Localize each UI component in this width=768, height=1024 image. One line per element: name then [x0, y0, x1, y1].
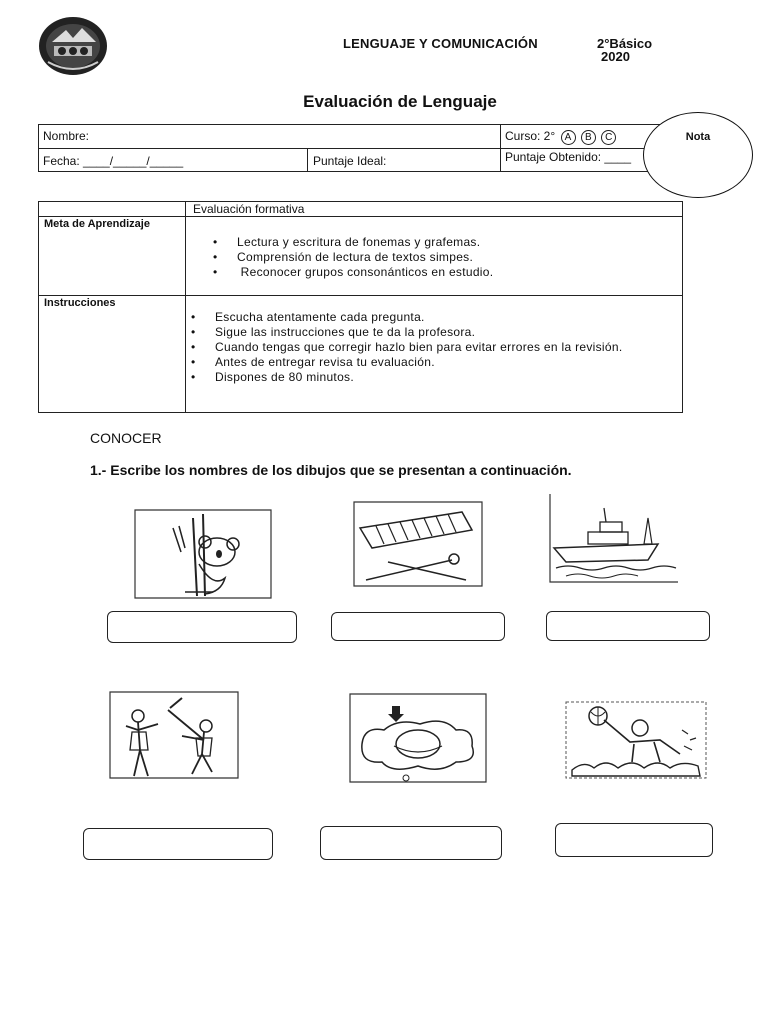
grade-circle[interactable] — [643, 112, 753, 198]
goals-table — [38, 201, 683, 413]
obtained-score-field[interactable]: Puntaje Obtenido: ____ — [505, 150, 632, 164]
xylophone-illustration — [352, 500, 484, 588]
course-option-b[interactable]: B — [581, 130, 596, 145]
school-logo — [38, 16, 108, 76]
goal-item: • Lectura y escritura de fonemas y grafemas. — [209, 235, 493, 250]
water-polo-illustration — [564, 700, 708, 782]
instruction-item: • Cuando tengas que corregir hazlo bien para evitar errores en la revisión. — [187, 340, 627, 355]
section-heading: CONOCER — [90, 430, 162, 446]
instruction-item: • Antes de entregar revisa tu evaluación. — [187, 355, 627, 370]
goal-item: • Comprensión de lectura de textos simpes. — [209, 250, 493, 265]
answer-box-1[interactable] — [107, 611, 297, 643]
answer-box-4[interactable] — [83, 828, 273, 860]
course-label: Curso: 2° — [505, 129, 556, 143]
subject-label: LENGUAJE Y COMUNICACIÓN — [343, 36, 538, 51]
karate-illustration — [108, 690, 240, 782]
goal-item: • Reconocer grupos consonánticos en estudio. — [209, 265, 493, 280]
date-field[interactable]: Fecha: ____/_____/_____ — [43, 154, 184, 168]
student-info-table — [38, 124, 688, 172]
school-year: 2020 — [601, 49, 630, 64]
instruction-item: • Escucha atentamente cada pregunta. — [187, 310, 627, 325]
ideal-score-field: Puntaje Ideal: — [313, 154, 387, 168]
course-option-c[interactable]: C — [601, 130, 616, 145]
instruction-item: • Dispones de 80 minutos. — [187, 370, 627, 385]
answer-box-3[interactable] — [546, 611, 710, 641]
answer-box-5[interactable] — [320, 826, 502, 860]
boat-illustration — [548, 492, 680, 584]
course-option-a[interactable]: A — [561, 130, 576, 145]
instructions-list — [187, 310, 627, 385]
question-1: 1.- Escribe los nombres de los dibujos que se presentan a continuación. — [90, 462, 572, 478]
koala-illustration — [133, 508, 273, 600]
name-field[interactable]: Nombre: — [43, 129, 90, 143]
instruction-item: • Sigue las instrucciones que te da la profesora. — [187, 325, 627, 340]
goal-list — [209, 235, 493, 280]
answer-box-2[interactable] — [331, 612, 505, 641]
goal-heading: Meta de Aprendizaje — [44, 218, 150, 230]
page-title: Evaluación de Lenguaje — [303, 92, 497, 111]
grade-label: Nota — [685, 131, 711, 143]
evaluation-type: Evaluación formativa — [193, 202, 305, 216]
answer-box-6[interactable] — [555, 823, 713, 857]
instructions-heading: Instrucciones — [44, 297, 116, 309]
fried-egg-illustration — [348, 692, 488, 784]
grade-level: 2°Básico — [597, 36, 653, 51]
